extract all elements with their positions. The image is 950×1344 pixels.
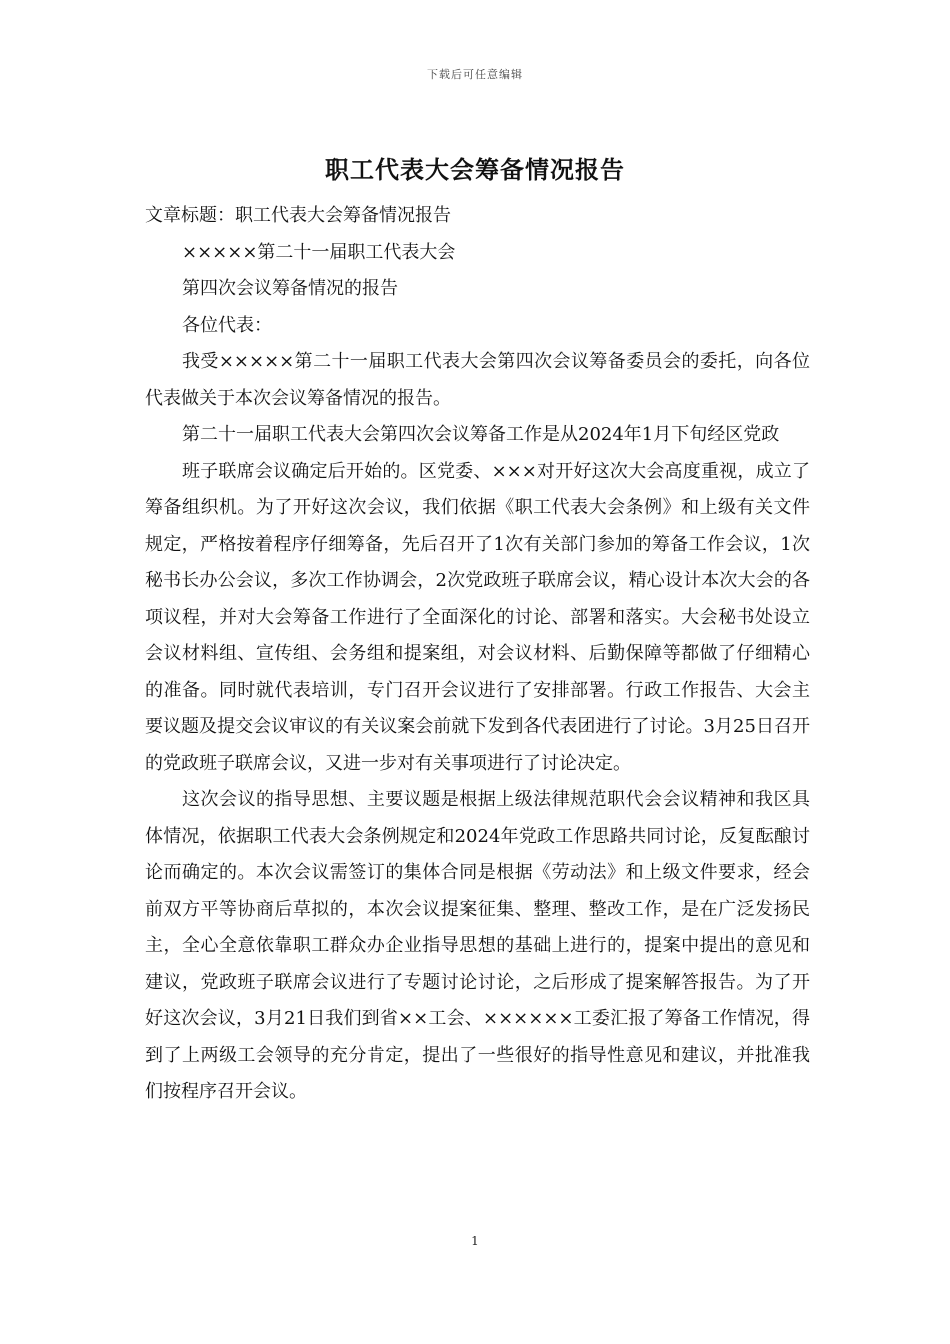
- paragraph-preparation: 班子联席会议确定后开始的。区党委、×××对开好这次大会高度重视，成立了筹备组织机。为了开好这次会议，我们依据《职工代表大会条例》和上级有关文件规定，严格按着程序仔细筹备，先后召开了1次有关部门参加的筹备工作会议，1次秘书长办公会议，多次工作协调会，2次党政班子联席会议，精心设计本次大会的各项议程，并对大会筹备工作进行了全面深化的讨论、部署和落实。大会秘书处设立会议材料组、宣传组、会务组和提案组，对会议材料、后勤保障等都做了仔细精心的准备。同时就代表培训，专门召开会议进行了安排部署。行政工作报告、大会主要议题及提交会议审议的有关议案会前就下发到各代表团进行了讨论。3月25日召开的党政班子联席会议，又进一步对有关事项进行了讨论决定。: [145, 460, 810, 774]
- paragraph-guiding-ideas: 这次会议的指导思想、主要议题是根据上级法律规范职代会会议精神和我区具体情况，依据职工代表大会条例规定和2024年党政工作思路共同讨论，反复酝酿讨论而确定的。本次会议需签订的集体合同是根据《劳动法》和上级文件要求，经会前双方平等协商后草拟的，本次会议提案征集、整理、整改工作，是在广泛发扬民主，全心全意依靠职工群众办企业指导思想的基础上进行的，提案中提出的意见和建议，党政班子联席会议进行了专题讨论讨论，之后形成了提案解答报告。为了开好这次会议，3月21日我们到省××工会、××××××工委汇报了筹备工作情况，得到了上两级工会领导的充分肯定，提出了一些很好的指导性意见和建议，并批准我们按程序召开会议。: [145, 789, 810, 1102]
- paragraph-start-date: 第二十一届职工代表大会第四次会议筹备工作是从2024年1月下旬经区党政: [182, 424, 780, 445]
- paragraph-congress-name: ×××××第二十一届职工代表大会: [182, 241, 456, 263]
- header-note: 下载后可任意编辑: [427, 68, 523, 81]
- paragraph-salutation: 各位代表：: [182, 314, 272, 336]
- paragraph-intro: 我受×××××第二十一届职工代表大会第四次会议筹备委员会的委托，向各位代表做关于本次会议筹备情况的报告。: [145, 351, 810, 409]
- document-body: [145, 198, 810, 1111]
- document-title: 职工代表大会筹备情况报告: [325, 155, 625, 184]
- article-title-line: 文章标题：职工代表大会筹备情况报告: [145, 205, 451, 226]
- paragraph-report-subtitle: 第四次会议筹备情况的报告: [182, 278, 398, 299]
- page-number: 1: [471, 1234, 479, 1248]
